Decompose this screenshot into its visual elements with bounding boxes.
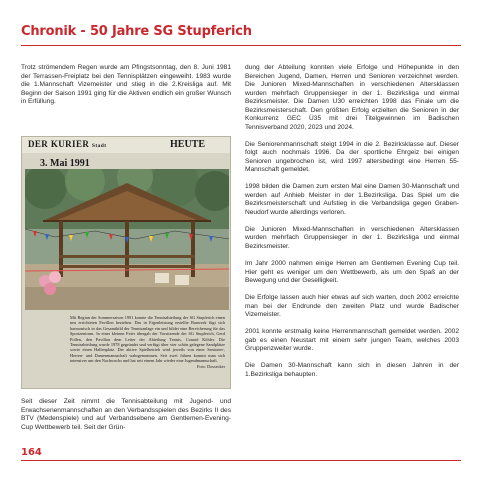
newspaper-name-text: DER KURIER [28, 139, 90, 149]
paragraph: Die Junioren Mixed-Mannschaften in verschiedenen Altersklassen wurden mehrfach Gruppensieger in der 1. Bezirksliga und einmal Bezirksmeister. [245, 225, 459, 251]
title-divider [21, 45, 461, 46]
paragraph: Trotz strömendem Regen wurde am Pfingstsonntag, den 8. Juni 1981 der Terrassen-Freiplatz bei den Tennisplätzen eingeweiht. 1983 wurde die 1.Mannschaft Vizemeister und stieg in die 2.Kreisliga auf. Mit Beginn der Saison 1991 ging für die Aktiven endlich ein großer Wunsch in Erfüllung. [21, 64, 231, 106]
page-title: Chronik - 50 Jahre SG Stupferich [21, 24, 252, 39]
paragraph: dung der Abteilung konnten viele Erfolge und Höhepunkte in den Bereichen Jugend, Damen, Herren und Senioren verzeichnet werden. Die Junioren Mixed-Mannschaften in verschiedenen Altersklassen wurden mehrfach Gruppensieger in der 1. Bezirksliga und einmal Bezirksmeister. Die Damen U30 erreichten 1998 das Finale um die Bezirksmeisterschaft. Den größten Erfolg erzielten die Senioren in der Konkurrenz GEC Ü35 mit drei Titelgewinnen im Badischen Tennisverband 2020, 2023 und 2024. [245, 64, 459, 131]
paragraph: Seit dieser Zeit nimmt die Tennisabteilung mit Jugend- und Erwachsenenmannschaften an den Verbandsspielen des Bezirks II des BTV (Medenspiele) und auf Verbandsebene am Gentlemen-Evening-Cup Wettbewerb teil. Seit der Grün- [21, 398, 231, 431]
newspaper-name [28, 139, 106, 149]
footer-divider [21, 460, 461, 461]
newspaper-edition: Stadt [91, 143, 107, 149]
newspaper-date: 3. Mai 1991 [40, 158, 90, 169]
paragraph: Die Damen 30-Mannschaft kann sich in diesen Jahren in der 1.Bezirksliga behaupten. [245, 362, 459, 378]
page-number: 164 [21, 447, 42, 458]
paragraph: 2001 konnte erstmalig keine Herrenmannschaft gemeldet werden. 2002 gab es einen Neustart mit einem sehr jungen Team, welches 2003 Gruppenzweiter wurde. [245, 328, 459, 353]
right-column [245, 64, 459, 388]
pavilion-photo [25, 169, 229, 310]
caption-author: Foto: Dossecker [196, 363, 225, 369]
newspaper-clipping [21, 136, 231, 389]
left-column [21, 64, 231, 115]
newspaper-section: HEUTE [170, 139, 206, 150]
paragraph: Die Seniorenmannschaft steigt 1994 in die 2. Bezirksklasse auf. Dieser folgt auch nochmals 1996. Da der sportliche Ehrgeiz bei einigen Senioren ungebrochen ist, wird 1997 altersbedingt eine Herren 55-Mannschaft gemeldet. [245, 140, 459, 174]
caption-text: Mit Beginn der Sommersaison 1991 konnte die Tennisabteilung der SG Stupferich einen neu errichteten Pavillon beziehen. Das in Eigenleistung erstellte Bauwerk fügt sich harmonisch in das Gesamtbild der Tennisanlage ein und bildet eine Bereicherung für das Sportzentrum. In einer kleinen Feier übergab der Vorsitzende der SG Stupferich, Gerd Pollen, den Pavillon dem Leiter der Abteilung Tennis, Conrad Köhler. Die Tennisabteilung wurde 1978 gegründet und verfügt über vier schön gelegene Sandplätze sowie einen Hallenplatz. Der aktive Spielbetrieb wird jeweils von einer Senioren-, Herren- und Damenmannschaft wahrgenommen. Seit zwei Jahren kommt man sich intensiver um den Nachwuchs und hat seit einem Jahr wieder eine Jugendmannschaft. [70, 315, 225, 364]
paragraph: Die Erfolge lassen auch hier etwas auf sich warten, doch 2002 erreichte man bei der Endrunde den zweiten Platz und wurde Badischer Vizemeister. [245, 293, 459, 319]
clipping-caption [70, 315, 225, 369]
paragraph: 1998 bilden die Damen zum ersten Mal eine Damen 30-Mannschaft und werden auf Anhieb Meister in der 1.Bezirksliga. Das Spiel um die Bezirksmeisterschaft und Aufstieg in die Verbandsliga gegen Graben-Neudorf wurde allerdings verloren. [245, 183, 459, 216]
left-column-bottom [21, 398, 231, 432]
paragraph: Im Jahr 2000 nahmen einige Herren am Gentlemen Evening Cup teil. Hier geht es weniger um den Wettbewerb, als um den Spaß an der Bewegung und der Geselligkeit. [245, 259, 459, 285]
